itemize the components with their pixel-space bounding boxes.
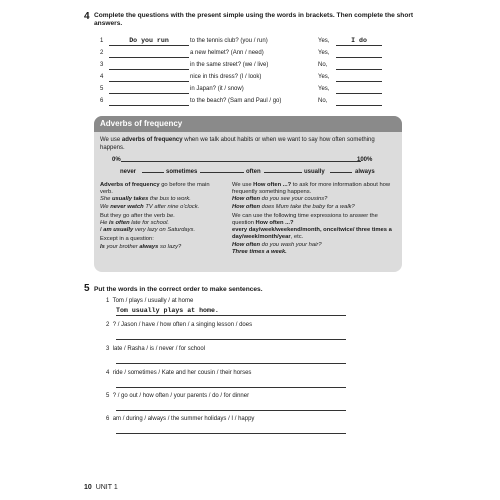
example-text: He is often late for school. I am usually very lazy on Saturdays. bbox=[100, 220, 196, 234]
answer-line[interactable]: Tom usually plays at home. bbox=[116, 307, 346, 316]
example-text: How often do you see your cousins? How often does Mum take the baby for a walk? bbox=[232, 196, 355, 210]
item-number: 6 bbox=[106, 416, 110, 422]
answer-line[interactable] bbox=[116, 402, 346, 411]
item-text: nice in this dress? (I / look) bbox=[190, 74, 262, 80]
scale-label-sometimes: sometimes bbox=[166, 169, 198, 175]
adverbs-right-column bbox=[232, 182, 398, 258]
rule-text: But they go after the verb be. bbox=[100, 212, 175, 219]
rule-text: We use How often ...? to ask for more information about how frequently something happens. bbox=[232, 182, 391, 196]
exercise-4-item bbox=[100, 62, 400, 72]
scale-arrow bbox=[264, 172, 302, 173]
item-text: in Japan? (it / snow) bbox=[190, 86, 244, 92]
answer-field[interactable]: Do you run bbox=[109, 38, 189, 46]
exercise-5-item bbox=[106, 393, 396, 399]
item-prompt: ride / sometimes / Kate and her cousin / their horses bbox=[112, 370, 252, 376]
exercise-4-item bbox=[100, 50, 400, 60]
yes-no-label: Yes, bbox=[318, 86, 330, 92]
item-number: 4 bbox=[106, 370, 110, 376]
item-number: 2 bbox=[106, 322, 110, 328]
unit-label: UNIT 1 bbox=[95, 484, 118, 491]
answer-field[interactable] bbox=[109, 50, 189, 58]
item-number: 1 bbox=[100, 38, 104, 44]
scale-arrow bbox=[330, 172, 352, 173]
exercise-5-number: 5 bbox=[84, 283, 90, 294]
exercise-4-item bbox=[100, 38, 400, 48]
yes-no-label: No, bbox=[318, 98, 328, 104]
exercise-4-header bbox=[84, 12, 414, 28]
item-number: 5 bbox=[100, 86, 104, 92]
adverbs-intro: We use adverbs of frequency when we talk about habits or when we want to say how often something happens. bbox=[100, 137, 375, 151]
short-answer-field[interactable] bbox=[336, 62, 382, 70]
exercise-4-item bbox=[100, 74, 400, 84]
yes-no-label: Yes, bbox=[318, 38, 330, 44]
scale-arrow bbox=[200, 172, 244, 173]
item-number: 2 bbox=[100, 50, 104, 56]
exercise-5-item bbox=[106, 346, 396, 352]
exercise-4-item bbox=[100, 86, 400, 96]
exercise-4-number: 4 bbox=[84, 11, 90, 22]
item-number: 3 bbox=[100, 62, 104, 68]
answer-line[interactable] bbox=[116, 379, 346, 388]
answer-line[interactable] bbox=[116, 355, 346, 364]
item-text: in the same street? (we / live) bbox=[190, 62, 269, 68]
adverbs-title: Adverbs of frequency bbox=[100, 119, 183, 128]
item-prompt: ? / go out / how often / your parents / do / for dinner bbox=[112, 393, 250, 399]
exercise-5-item bbox=[106, 298, 396, 314]
answer-line[interactable] bbox=[116, 425, 346, 434]
scale-hundred-percent: 100% bbox=[357, 157, 373, 163]
exercise-5-item bbox=[106, 370, 396, 376]
exercise-4-instruction: Complete the questions with the present simple using the words in brackets. Then complete the short answers. bbox=[94, 12, 414, 27]
rule-text: We can use the following time expressions to answer the question How often ...? every day/week/weekend/month, once/twice/ three times a day/week/month/year, etc. bbox=[232, 212, 392, 241]
answer-field[interactable] bbox=[109, 98, 189, 106]
example-text: She usually takes the bus to work. We never watch TV after nine o'clock. bbox=[100, 196, 200, 210]
example-text: How often do you wash your hair? Three times a week. bbox=[232, 241, 322, 255]
item-number: 5 bbox=[106, 393, 110, 399]
exercise-5-item bbox=[106, 322, 396, 328]
scale-arrow bbox=[142, 172, 164, 173]
item-prompt: late / Rasha / is / never / for school bbox=[112, 346, 206, 352]
item-number: 6 bbox=[100, 98, 104, 104]
scale-zero-percent: 0% bbox=[112, 157, 121, 163]
answer-field[interactable] bbox=[109, 74, 189, 82]
scale-label-always: always bbox=[355, 169, 375, 175]
answer-line[interactable] bbox=[116, 331, 346, 340]
yes-no-label: Yes, bbox=[318, 50, 330, 56]
item-number: 4 bbox=[100, 74, 104, 80]
rule-text: Adverbs of frequency go before the main verb. bbox=[100, 182, 210, 196]
item-number: 1 bbox=[106, 298, 110, 304]
item-text: to the tennis club? (you / run) bbox=[190, 38, 268, 44]
short-answer-field[interactable] bbox=[336, 74, 382, 82]
answer-field[interactable] bbox=[109, 86, 189, 94]
page-footer bbox=[84, 484, 118, 491]
item-prompt: ? / Jason / have / how often / a singing lesson / does bbox=[112, 322, 253, 328]
yes-no-label: No, bbox=[318, 62, 328, 68]
short-answer-field[interactable] bbox=[336, 86, 382, 94]
answer-field[interactable] bbox=[109, 62, 189, 70]
item-prompt: Tom / plays / usually / at home bbox=[112, 298, 194, 304]
page-number: 10 bbox=[84, 484, 92, 491]
short-answer-field[interactable] bbox=[336, 50, 382, 58]
item-text: to the beach? (Sam and Paul / go) bbox=[190, 98, 282, 104]
item-text: a new helmet? (Ann / need) bbox=[190, 50, 264, 56]
short-answer-field[interactable]: I do bbox=[336, 38, 382, 46]
short-answer-field[interactable] bbox=[336, 98, 382, 106]
item-prompt: am / during / always / the summer holidays / I / happy bbox=[112, 416, 255, 422]
yes-no-label: Yes, bbox=[318, 74, 330, 80]
scale-label-usually: usually bbox=[304, 169, 325, 175]
rule-text: Except in a question: bbox=[100, 236, 154, 243]
exercise-4-item bbox=[100, 98, 400, 108]
exercise-5-instruction: Put the words in the correct order to make sentences. bbox=[94, 286, 263, 293]
frequency-scale-line bbox=[121, 161, 361, 162]
scale-label-never: never bbox=[120, 169, 137, 175]
adverbs-title-bar bbox=[94, 116, 402, 132]
adverbs-left-column bbox=[100, 182, 222, 253]
scale-label-often: often bbox=[246, 169, 261, 175]
exercise-5-item bbox=[106, 416, 396, 422]
item-number: 3 bbox=[106, 346, 110, 352]
example-text: Is your brother always so lazy? bbox=[100, 243, 182, 250]
